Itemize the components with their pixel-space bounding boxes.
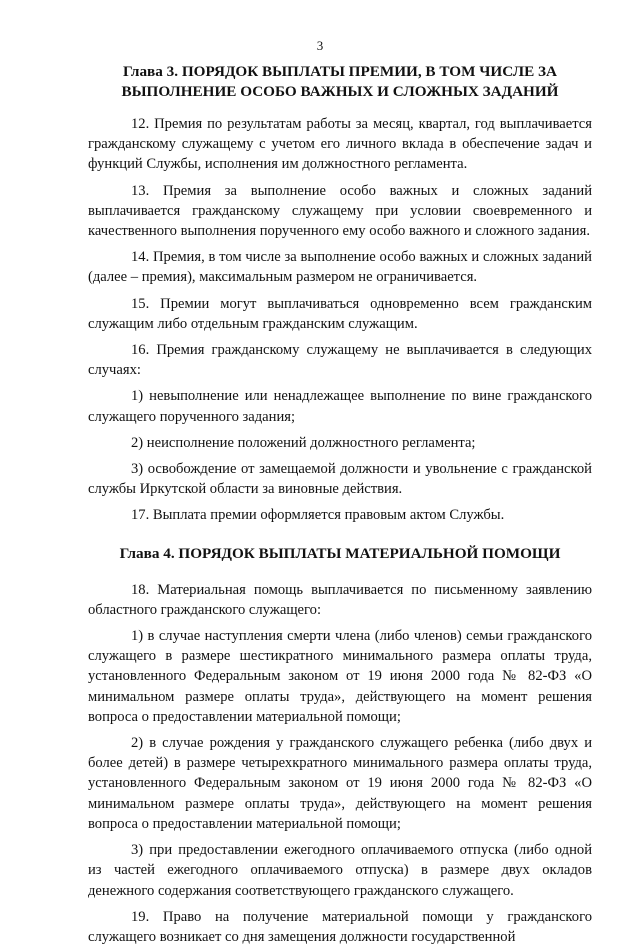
chapter-3-title-line-2: ВЫПОЛНЕНИЕ ОСОБО ВАЖНЫХ И СЛОЖНЫХ ЗАДАНИЙ [121, 83, 559, 100]
paragraph-18-item-3: 3) при предоставлении ежегодного оплачиваемого отпуска (либо одной из частей ежегодного оплачиваемого отпуска) в размере двух окладов денежного содержания соответствующего гражданского служащего. [88, 842, 592, 899]
chapter-4-heading: Глава 4. ПОРЯДОК ВЫПЛАТЫ МАТЕРИАЛЬНОЙ ПОМОЩИ [119, 544, 561, 562]
paragraph-15: 15. Премии могут выплачиваться одновременно всем гражданским служащим либо отдельным гражданским служащим. [88, 295, 592, 332]
paragraph-13: 13. Премия за выполнение особо важных и сложных заданий выплачивается гражданскому служащему при условии своевременного и качественного выполнения порученного ему особо важного и сложного задания. [88, 182, 592, 240]
paragraph-18-item-1: 1) в случае наступления смерти члена (либо членов) семьи гражданского служащего в размере шестикратного минимального размера оплаты труда, установленного Федеральным законом от 19 июня 2000 года № 82-ФЗ «О минимальном размере оплаты труда», действующего на момент решения вопроса о предоставлении материальной помощи; [88, 628, 592, 725]
paragraph-14: 14. Премия, в том числе за выполнение особо важных и сложных заданий (далее – премия), максимальным размером не ограничивается. [88, 249, 592, 286]
chapter-3-title-line-1: Глава 3. ПОРЯДОК ВЫПЛАТЫ ПРЕМИИ, В ТОМ ЧИСЛЕ ЗА [122, 63, 558, 80]
paragraph-16-item-2: 2) неисполнение положений должностного регламента; [131, 434, 476, 451]
page-content [88, 62, 592, 947]
paragraph-17: 17. Выплата премии оформляется правовым актом Службы. [131, 507, 505, 524]
paragraph-16: 16. Премия гражданскому служащему не выплачивается в следующих случаях: [88, 342, 592, 379]
paragraph-12: 12. Премия по результатам работы за месяц, квартал, год выплачивается гражданскому служащему с учетом его личного вклада в обеспечение задач и функций Службы, исполнения им должностного регламента. [88, 116, 592, 173]
chapter-3-heading [88, 62, 592, 102]
paragraph-18: 18. Материальная помощь выплачивается по письменному заявлению областного гражданского служащего: [88, 581, 592, 618]
paragraph-19: 19. Право на получение материальной помощи у гражданского служащего возникает со дня замещения должности государственной [88, 908, 592, 945]
paragraph-16-item-1: 1) невыполнение или ненадлежащее выполнение по вине гражданского служащего порученного задания; [88, 388, 592, 425]
paragraph-18-item-2: 2) в случае рождения у гражданского служащего ребенка (либо двух и более детей) в размере четырехкратного минимального размера оплаты труда, установленного Федеральным законом от 19 июня 2000 года № 82-ФЗ «О минимальном размере оплаты труда», действующего на момент решения вопроса о предоставлении материальной помощи; [88, 735, 592, 832]
paragraph-16-item-3: 3) освобождение от замещаемой должности и увольнение с гражданской службы Иркутской области за виновные действия. [88, 461, 592, 498]
page-number: 3 [316, 38, 324, 53]
